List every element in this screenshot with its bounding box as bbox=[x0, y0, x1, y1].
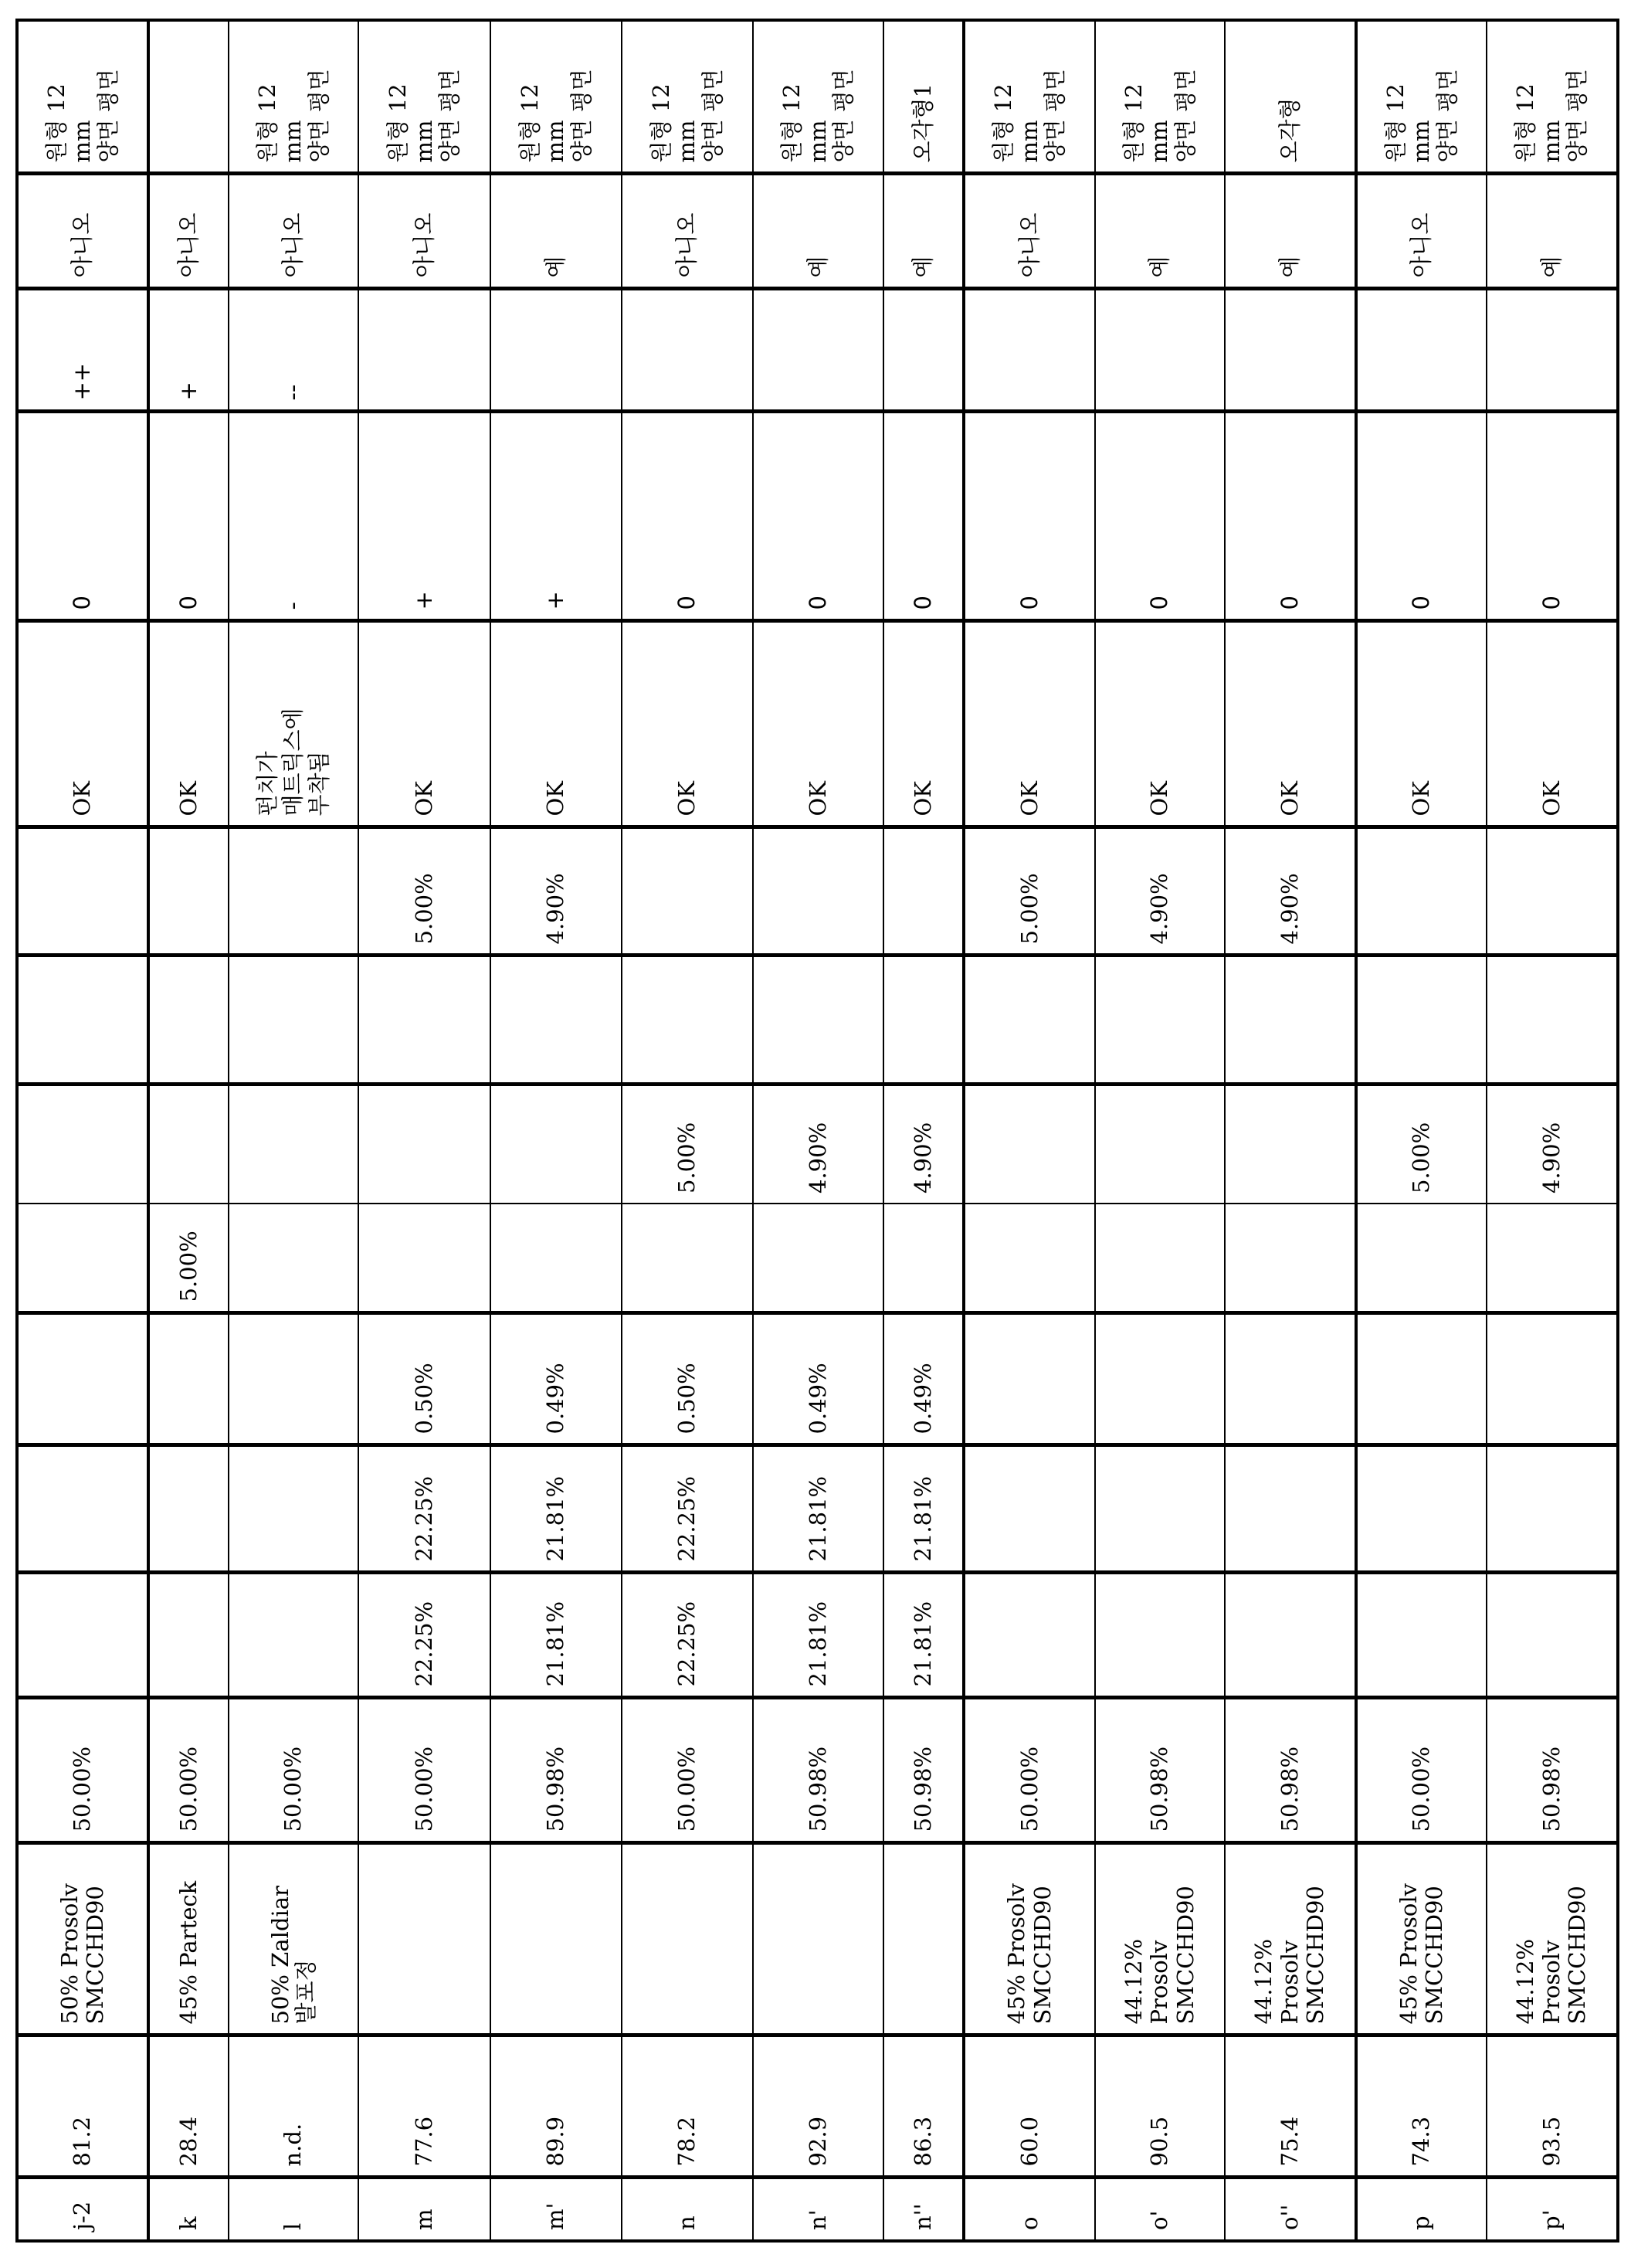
additive-n-cell bbox=[1225, 1085, 1356, 1204]
sample-id-cell: m bbox=[358, 2178, 490, 2241]
component-a-cell: 21.81% bbox=[883, 1573, 964, 1698]
sample-id-cell: o bbox=[964, 2178, 1095, 2241]
measured-value-cell: 74.3 bbox=[1356, 2035, 1487, 2178]
component-a-cell bbox=[1095, 1573, 1225, 1698]
additive-k-cell: 5.00% bbox=[148, 1204, 229, 1313]
sample-id-cell: l bbox=[229, 2178, 358, 2241]
component-c-cell bbox=[1356, 1313, 1487, 1445]
table-row bbox=[1225, 20, 1356, 2241]
additive-empty-cell bbox=[148, 956, 229, 1085]
table-row bbox=[17, 20, 148, 2241]
additive-n-cell: 4.90% bbox=[1487, 1085, 1618, 1204]
flow-rating-cell bbox=[1356, 289, 1487, 412]
api-percent-cell: 50.00% bbox=[17, 1698, 148, 1843]
sample-id-cell: n' bbox=[753, 2178, 883, 2241]
tablet-shape-cell: 오각형 bbox=[1225, 20, 1356, 174]
flow-rating-cell bbox=[622, 289, 753, 412]
component-b-cell bbox=[964, 1445, 1095, 1573]
rating-cell: + bbox=[490, 412, 622, 621]
additive-k-cell bbox=[622, 1204, 753, 1313]
table-row bbox=[1356, 20, 1487, 2241]
additive-k-cell bbox=[1225, 1204, 1356, 1313]
additive-n-cell: 5.00% bbox=[1356, 1085, 1487, 1204]
component-a-cell bbox=[17, 1573, 148, 1698]
sample-id-cell: m' bbox=[490, 2178, 622, 2241]
component-b-cell bbox=[1095, 1445, 1225, 1573]
tableting-result-cell: 펀치가 매트릭스에 부착됨 bbox=[229, 621, 358, 827]
rating-cell: 0 bbox=[753, 412, 883, 621]
component-c-cell: 0.50% bbox=[622, 1313, 753, 1445]
additive-empty-cell bbox=[358, 956, 490, 1085]
sample-id-cell: p bbox=[1356, 2178, 1487, 2241]
additive-n-cell bbox=[964, 1085, 1095, 1204]
component-b-cell bbox=[1356, 1445, 1487, 1573]
component-c-cell bbox=[17, 1313, 148, 1445]
rating-cell: 0 bbox=[1095, 412, 1225, 621]
tableting-result-cell: OK bbox=[490, 621, 622, 827]
component-a-cell: 22.25% bbox=[622, 1573, 753, 1698]
component-b-cell bbox=[229, 1445, 358, 1573]
additive-n-cell: 5.00% bbox=[622, 1085, 753, 1204]
component-b-cell bbox=[148, 1445, 229, 1573]
excipient-cell: 45% Prosolv SMCCHD90 bbox=[964, 1843, 1095, 2035]
additive-m-cell bbox=[148, 827, 229, 956]
additive-n-cell bbox=[490, 1085, 622, 1204]
table-row bbox=[622, 20, 753, 2241]
flow-rating-cell bbox=[358, 289, 490, 412]
flow-rating-cell bbox=[490, 289, 622, 412]
flow-rating-cell: + bbox=[148, 289, 229, 412]
additive-n-cell bbox=[17, 1085, 148, 1204]
table-row bbox=[883, 20, 964, 2241]
additive-m-cell bbox=[229, 827, 358, 956]
tableting-result-cell: OK bbox=[964, 621, 1095, 827]
api-percent-cell: 50.00% bbox=[964, 1698, 1095, 1843]
component-b-cell bbox=[1225, 1445, 1356, 1573]
additive-m-cell: 4.90% bbox=[1095, 827, 1225, 956]
measured-value-cell: 77.6 bbox=[358, 2035, 490, 2178]
additive-empty-cell bbox=[753, 956, 883, 1085]
component-b-cell: 21.81% bbox=[883, 1445, 964, 1573]
additive-empty-cell bbox=[1356, 956, 1487, 1085]
table-row bbox=[229, 20, 358, 2241]
tablet-shape-cell: 원형 12 mm 양면 평면 bbox=[17, 20, 148, 174]
tableting-result-cell: OK bbox=[1225, 621, 1356, 827]
coated-flag-cell: 예 bbox=[753, 174, 883, 289]
component-a-cell bbox=[148, 1573, 229, 1698]
table-row bbox=[148, 20, 229, 2241]
additive-empty-cell bbox=[1095, 956, 1225, 1085]
sample-id-cell: k bbox=[148, 2178, 229, 2241]
component-c-cell: 0.49% bbox=[883, 1313, 964, 1445]
tablet-shape-cell: 원형 12 mm 양면 평면 bbox=[964, 20, 1095, 174]
table-row bbox=[753, 20, 883, 2241]
component-a-cell: 21.81% bbox=[490, 1573, 622, 1698]
additive-k-cell bbox=[229, 1204, 358, 1313]
table-row bbox=[1095, 20, 1225, 2241]
tableting-result-cell: OK bbox=[753, 621, 883, 827]
sample-id-cell: o'' bbox=[1225, 2178, 1356, 2241]
coated-flag-cell: 아니오 bbox=[622, 174, 753, 289]
tablet-shape-cell: 원형 12 mm 양면 평면 bbox=[622, 20, 753, 174]
coated-flag-cell: 예 bbox=[1095, 174, 1225, 289]
measured-value-cell: 28.4 bbox=[148, 2035, 229, 2178]
additive-m-cell: 5.00% bbox=[358, 827, 490, 956]
measured-value-cell: 90.5 bbox=[1095, 2035, 1225, 2178]
api-percent-cell: 50.98% bbox=[490, 1698, 622, 1843]
additive-n-cell: 4.90% bbox=[753, 1085, 883, 1204]
excipient-cell: 44.12% Prosolv SMCCHD90 bbox=[1225, 1843, 1356, 2035]
excipient-cell: 44.12% Prosolv SMCCHD90 bbox=[1095, 1843, 1225, 2035]
additive-empty-cell bbox=[1487, 956, 1618, 1085]
coated-flag-cell: 예 bbox=[1225, 174, 1356, 289]
measured-value-cell: 92.9 bbox=[753, 2035, 883, 2178]
flow-rating-cell bbox=[753, 289, 883, 412]
tableting-result-cell: OK bbox=[17, 621, 148, 827]
component-c-cell bbox=[148, 1313, 229, 1445]
sample-id-cell: n bbox=[622, 2178, 753, 2241]
excipient-cell bbox=[358, 1843, 490, 2035]
component-a-cell bbox=[1356, 1573, 1487, 1698]
tablet-shape-cell: 원형 12 mm 양면 평면 bbox=[358, 20, 490, 174]
component-b-cell bbox=[1487, 1445, 1618, 1573]
additive-n-cell bbox=[358, 1085, 490, 1204]
coated-flag-cell: 아니오 bbox=[358, 174, 490, 289]
coated-flag-cell: 아니오 bbox=[1356, 174, 1487, 289]
measured-value-cell: 75.4 bbox=[1225, 2035, 1356, 2178]
additive-m-cell bbox=[883, 827, 964, 956]
measured-value-cell: n.d. bbox=[229, 2035, 358, 2178]
tablet-shape-cell bbox=[148, 20, 229, 174]
additive-k-cell bbox=[1487, 1204, 1618, 1313]
api-percent-cell: 50.00% bbox=[229, 1698, 358, 1843]
coated-flag-cell: 예 bbox=[883, 174, 964, 289]
flow-rating-cell bbox=[1487, 289, 1618, 412]
additive-k-cell bbox=[1356, 1204, 1487, 1313]
component-b-cell: 21.81% bbox=[490, 1445, 622, 1573]
api-percent-cell: 50.98% bbox=[1225, 1698, 1356, 1843]
additive-empty-cell bbox=[1225, 956, 1356, 1085]
rating-cell: 0 bbox=[883, 412, 964, 621]
tablet-shape-cell: 오각형1 bbox=[883, 20, 964, 174]
tableting-result-cell: OK bbox=[883, 621, 964, 827]
additive-empty-cell bbox=[17, 956, 148, 1085]
component-b-cell: 22.25% bbox=[622, 1445, 753, 1573]
additive-empty-cell bbox=[490, 956, 622, 1085]
measured-value-cell: 78.2 bbox=[622, 2035, 753, 2178]
coated-flag-cell: 아니오 bbox=[17, 174, 148, 289]
rotated-table-container bbox=[15, 22, 1616, 2243]
component-a-cell: 22.25% bbox=[358, 1573, 490, 1698]
component-c-cell bbox=[964, 1313, 1095, 1445]
tablet-shape-cell: 원형 12 mm 양면 평면 bbox=[1356, 20, 1487, 174]
component-c-cell bbox=[1487, 1313, 1618, 1445]
excipient-cell bbox=[753, 1843, 883, 2035]
coated-flag-cell: 예 bbox=[490, 174, 622, 289]
table-row bbox=[1487, 20, 1618, 2241]
component-a-cell bbox=[1225, 1573, 1356, 1698]
component-c-cell: 0.50% bbox=[358, 1313, 490, 1445]
component-c-cell bbox=[229, 1313, 358, 1445]
api-percent-cell: 50.98% bbox=[1487, 1698, 1618, 1843]
excipient-cell: 50% Zaldiar 발포정 bbox=[229, 1843, 358, 2035]
rating-cell: 0 bbox=[622, 412, 753, 621]
tableting-result-cell: OK bbox=[148, 621, 229, 827]
table-row bbox=[490, 20, 622, 2241]
tableting-result-cell: OK bbox=[1356, 621, 1487, 827]
tablet-shape-cell: 원형 12 mm 양면 평면 bbox=[490, 20, 622, 174]
additive-k-cell bbox=[490, 1204, 622, 1313]
table-row bbox=[358, 20, 490, 2241]
additive-k-cell bbox=[1095, 1204, 1225, 1313]
component-c-cell: 0.49% bbox=[753, 1313, 883, 1445]
tableting-result-cell: OK bbox=[358, 621, 490, 827]
measured-value-cell: 89.9 bbox=[490, 2035, 622, 2178]
additive-m-cell bbox=[17, 827, 148, 956]
additive-m-cell: 5.00% bbox=[964, 827, 1095, 956]
flow-rating-cell: -- bbox=[229, 289, 358, 412]
excipient-cell bbox=[883, 1843, 964, 2035]
additive-k-cell bbox=[358, 1204, 490, 1313]
sample-id-cell: j-2 bbox=[17, 2178, 148, 2241]
component-c-cell: 0.49% bbox=[490, 1313, 622, 1445]
api-percent-cell: 50.98% bbox=[1095, 1698, 1225, 1843]
excipient-cell: 50% Prosolv SMCCHD90 bbox=[17, 1843, 148, 2035]
tablet-shape-cell: 원형 12 mm 양면 평면 bbox=[229, 20, 358, 174]
additive-empty-cell bbox=[229, 956, 358, 1085]
rating-cell: 0 bbox=[1225, 412, 1356, 621]
flow-rating-cell: ++ bbox=[17, 289, 148, 412]
coated-flag-cell: 아니오 bbox=[964, 174, 1095, 289]
component-a-cell bbox=[1487, 1573, 1618, 1698]
api-percent-cell: 50.00% bbox=[622, 1698, 753, 1843]
component-a-cell: 21.81% bbox=[753, 1573, 883, 1698]
tablet-shape-cell: 원형 12 mm 양면 평면 bbox=[753, 20, 883, 174]
additive-n-cell bbox=[148, 1085, 229, 1204]
additive-k-cell bbox=[964, 1204, 1095, 1313]
rating-cell: + bbox=[358, 412, 490, 621]
component-c-cell bbox=[1225, 1313, 1356, 1445]
rating-cell: 0 bbox=[1487, 412, 1618, 621]
coated-flag-cell: 아니오 bbox=[148, 174, 229, 289]
flow-rating-cell bbox=[1095, 289, 1225, 412]
measured-value-cell: 81.2 bbox=[17, 2035, 148, 2178]
additive-n-cell bbox=[229, 1085, 358, 1204]
api-percent-cell: 50.00% bbox=[358, 1698, 490, 1843]
measured-value-cell: 93.5 bbox=[1487, 2035, 1618, 2178]
additive-m-cell bbox=[622, 827, 753, 956]
measured-value-cell: 60.0 bbox=[964, 2035, 1095, 2178]
additive-n-cell bbox=[1095, 1085, 1225, 1204]
excipient-cell: 45% Parteck bbox=[148, 1843, 229, 2035]
flow-rating-cell bbox=[1225, 289, 1356, 412]
component-a-cell bbox=[229, 1573, 358, 1698]
sample-id-cell: p' bbox=[1487, 2178, 1618, 2241]
rating-cell: - bbox=[229, 412, 358, 621]
additive-m-cell: 4.90% bbox=[1225, 827, 1356, 956]
tablet-shape-cell: 원형 12 mm 양면 평면 bbox=[1095, 20, 1225, 174]
measured-value-cell: 86.3 bbox=[883, 2035, 964, 2178]
component-b-cell: 21.81% bbox=[753, 1445, 883, 1573]
excipient-cell bbox=[622, 1843, 753, 2035]
additive-m-cell: 4.90% bbox=[490, 827, 622, 956]
tableting-result-cell: OK bbox=[622, 621, 753, 827]
coated-flag-cell: 아니오 bbox=[229, 174, 358, 289]
additive-m-cell bbox=[753, 827, 883, 956]
api-percent-cell: 50.98% bbox=[883, 1698, 964, 1843]
flow-rating-cell bbox=[964, 289, 1095, 412]
sample-id-cell: o' bbox=[1095, 2178, 1225, 2241]
rating-cell: 0 bbox=[148, 412, 229, 621]
coated-flag-cell: 예 bbox=[1487, 174, 1618, 289]
rating-cell: 0 bbox=[964, 412, 1095, 621]
component-a-cell bbox=[964, 1573, 1095, 1698]
api-percent-cell: 50.98% bbox=[753, 1698, 883, 1843]
api-percent-cell: 50.00% bbox=[148, 1698, 229, 1843]
rating-cell: 0 bbox=[1356, 412, 1487, 621]
excipient-cell bbox=[490, 1843, 622, 2035]
excipient-cell: 45% Prosolv SMCCHD90 bbox=[1356, 1843, 1487, 2035]
additive-k-cell bbox=[17, 1204, 148, 1313]
additive-k-cell bbox=[753, 1204, 883, 1313]
component-c-cell bbox=[1095, 1313, 1225, 1445]
sample-id-cell: n'' bbox=[883, 2178, 964, 2241]
component-b-cell: 22.25% bbox=[358, 1445, 490, 1573]
additive-empty-cell bbox=[964, 956, 1095, 1085]
tableting-result-cell: OK bbox=[1095, 621, 1225, 827]
flow-rating-cell bbox=[883, 289, 964, 412]
tablet-shape-cell: 원형 12 mm 양면 평면 bbox=[1487, 20, 1618, 174]
additive-m-cell bbox=[1356, 827, 1487, 956]
rating-cell: 0 bbox=[17, 412, 148, 621]
formulation-table bbox=[15, 19, 1619, 2243]
tableting-result-cell: OK bbox=[1487, 621, 1618, 827]
excipient-cell: 44.12% Prosolv SMCCHD90 bbox=[1487, 1843, 1618, 2035]
additive-empty-cell bbox=[622, 956, 753, 1085]
table-body bbox=[17, 20, 1618, 2241]
table-row bbox=[964, 20, 1095, 2241]
additive-m-cell bbox=[1487, 827, 1618, 956]
component-b-cell bbox=[17, 1445, 148, 1573]
additive-n-cell: 4.90% bbox=[883, 1085, 964, 1204]
additive-empty-cell bbox=[883, 956, 964, 1085]
api-percent-cell: 50.00% bbox=[1356, 1698, 1487, 1843]
additive-k-cell bbox=[883, 1204, 964, 1313]
